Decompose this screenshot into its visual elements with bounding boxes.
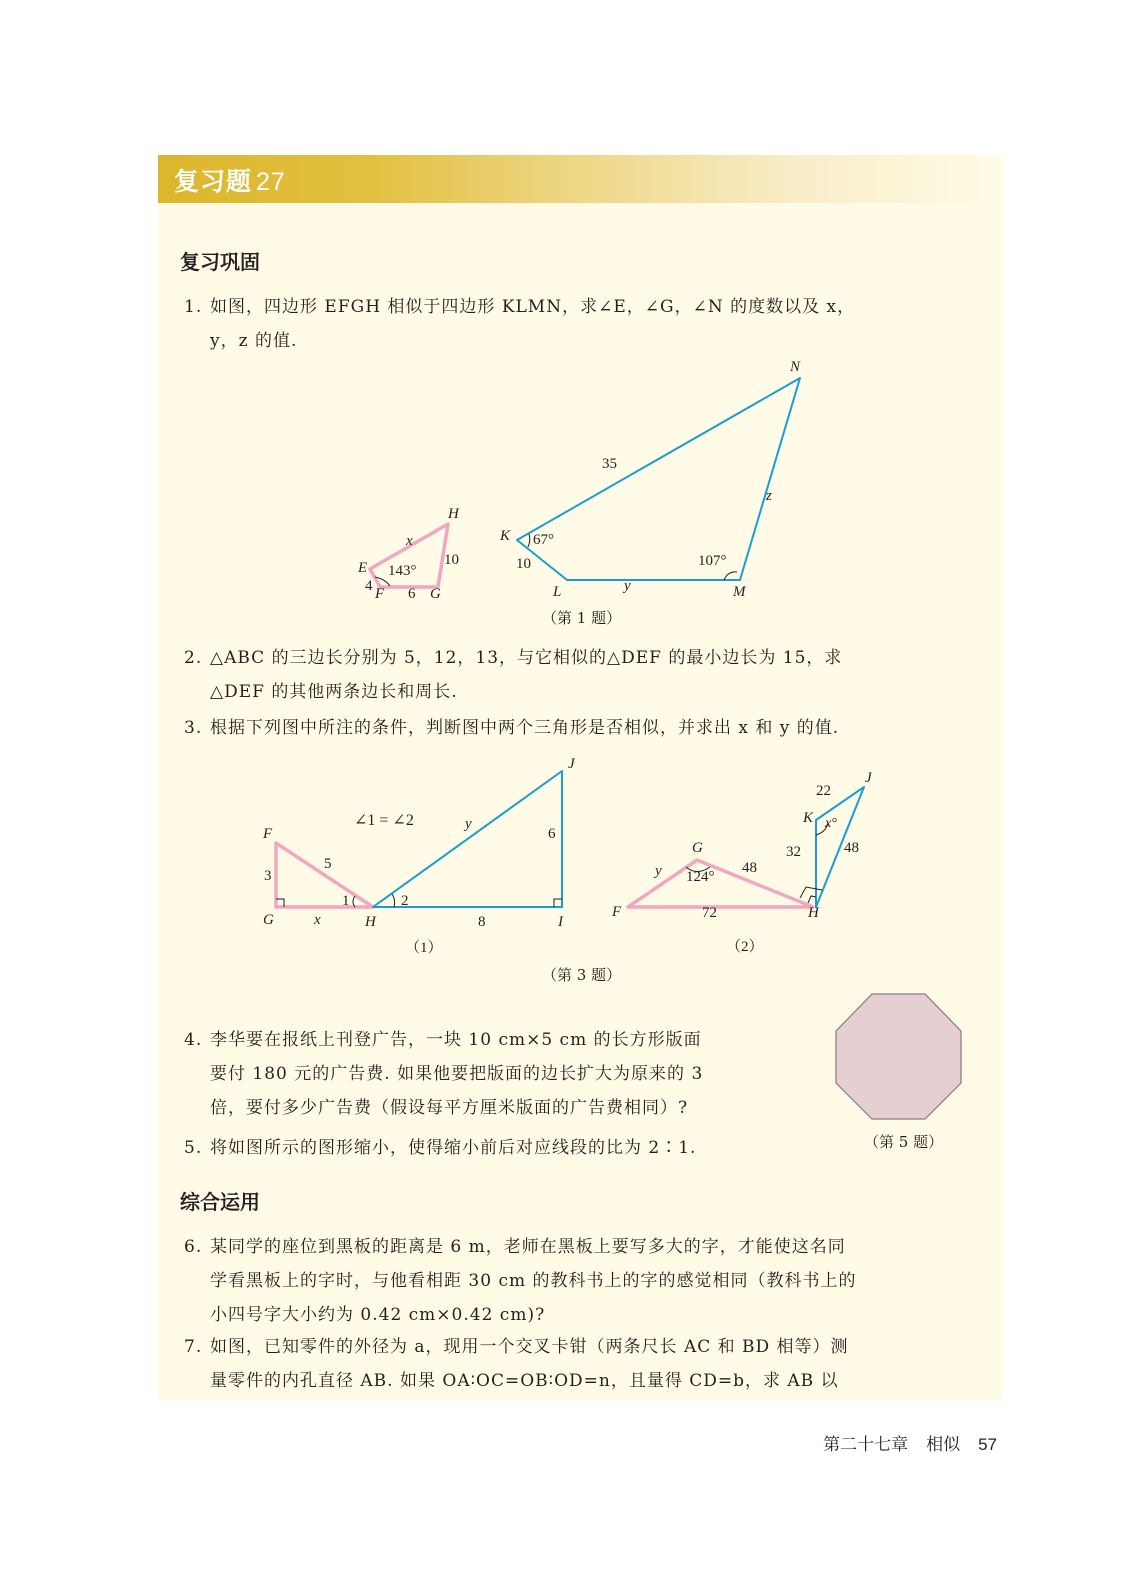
label-f: F	[612, 904, 622, 920]
label-side-hj: 48	[844, 840, 859, 856]
label-j: J	[568, 756, 575, 772]
question-7	[184, 1330, 984, 1398]
question-text: 李华要在报纸上刊登广告，一块 10 cm×5 cm 的长方形版面	[210, 1030, 702, 1050]
triangle-fgh	[276, 843, 373, 907]
question-number: 5.	[184, 1138, 203, 1158]
label-side-hg: 10	[444, 552, 459, 568]
right-angle-h-inner	[808, 896, 816, 903]
label-side-kl: 10	[516, 556, 531, 572]
right-angle-i	[554, 899, 562, 907]
label-i: I	[558, 914, 563, 930]
label-x: x	[314, 912, 321, 928]
label-angle-143: 143°	[388, 563, 417, 579]
question-number: 3.	[184, 718, 203, 738]
label-side-kh: 32	[786, 844, 801, 860]
question-number: 2.	[184, 648, 203, 668]
question-text: 某同学的座位到黑板的距离是 6 m，老师在黑板上要写多大的字，才能使这名同	[210, 1237, 846, 1257]
figure-1	[340, 350, 820, 640]
label-side-fh: 5	[324, 856, 332, 872]
question-text: 根据下列图中所注的条件，判断图中两个三角形是否相似，并求出 x 和 y 的值.	[210, 718, 840, 738]
label-side-fg: 6	[408, 586, 416, 602]
banner-title	[174, 162, 286, 198]
question-3	[184, 711, 984, 745]
question-number: 6.	[184, 1237, 203, 1257]
label-x: x	[406, 533, 413, 549]
label-h: H	[448, 506, 459, 522]
figure-5-caption: （第 5 题）	[864, 1133, 944, 1151]
banner-title-text: 复习题	[174, 167, 253, 196]
figure-3-part-2	[600, 760, 880, 960]
part-1-label: （1）	[405, 940, 443, 956]
question-6	[184, 1230, 984, 1332]
label-k: K	[803, 810, 814, 826]
label-y: y	[624, 578, 631, 594]
question-4	[184, 1023, 804, 1125]
question-text: △DEF 的其他两条边长和周长.	[210, 682, 458, 702]
question-number: 4.	[184, 1030, 203, 1050]
footer-chapter-title: 相似	[926, 1435, 961, 1455]
label-side-fg: 3	[264, 868, 272, 884]
angle-arc-m	[724, 572, 737, 580]
label-angle-107: 107°	[698, 553, 727, 569]
label-k: K	[500, 528, 511, 544]
label-angle-67: 67°	[533, 532, 554, 548]
label-j: J	[865, 770, 872, 786]
question-2	[184, 641, 984, 709]
label-h: H	[365, 914, 376, 930]
label-y: y	[465, 816, 472, 832]
label-angle-2: 2	[401, 893, 409, 909]
section-heading-review: 复习巩固	[180, 250, 260, 274]
label-f: F	[375, 586, 385, 602]
question-text: 倍，要付多少广告费（假设每平方厘米版面的广告费相同）?	[210, 1098, 689, 1118]
question-text: 将如图所示的图形缩小，使得缩小前后对应线段的比为 2∶1.	[210, 1138, 697, 1158]
condition-angle1-equals-angle2: ∠1 = ∠2	[354, 812, 414, 829]
label-side-kn: 35	[602, 456, 617, 472]
label-angle-x: x°	[825, 816, 837, 831]
label-n: N	[790, 359, 801, 375]
label-l: L	[553, 584, 562, 600]
label-g: G	[692, 840, 703, 856]
angle-arc-k	[528, 534, 530, 547]
question-5	[184, 1131, 804, 1165]
question-number: 7.	[184, 1337, 203, 1357]
page-number: 57	[978, 1435, 997, 1454]
question-1	[184, 290, 984, 358]
question-text: 要付 180 元的广告费. 如果他要把版面的边长扩大为原来的 3	[210, 1064, 704, 1084]
label-angle-1: 1	[342, 893, 350, 909]
banner-number: 27	[256, 168, 286, 196]
label-side-ef: 4	[365, 578, 373, 594]
page-footer	[805, 1430, 997, 1455]
figure-5-octagon	[830, 990, 970, 1125]
part-2-label: （2）	[726, 939, 764, 955]
label-z: z	[766, 488, 772, 504]
figure-1-caption: （第 1 题）	[542, 609, 622, 627]
question-text: 量零件的内孔直径 AB. 如果 OA∶OC=OB∶OD=n，且量得 CD=b，求 AB 以	[210, 1371, 839, 1391]
label-y: y	[655, 863, 662, 879]
question-text: △ABC 的三边长分别为 5，12，13，与它相似的△DEF 的最小边长为 15，求	[210, 648, 843, 668]
footer-chapter: 第二十七章	[823, 1435, 909, 1455]
label-side-kj: 22	[816, 783, 831, 799]
question-text: 如图，已知零件的外径为 a，现用一个交叉卡钳（两条尺长 AC 和 BD 相等）测	[210, 1337, 849, 1357]
octagon-shape	[836, 994, 961, 1119]
label-side-gh: 48	[742, 860, 757, 876]
label-angle-124: 124°	[686, 869, 715, 885]
section-heading-apply: 综合运用	[180, 1190, 260, 1214]
question-text: 如图，四边形 EFGH 相似于四边形 KLMN，求∠E，∠G，∠N 的度数以及 x，	[210, 297, 856, 317]
label-side-ij: 6	[548, 826, 556, 842]
question-text: y，z 的值.	[210, 331, 298, 351]
section-banner	[158, 155, 1003, 203]
figure-3-part-1	[250, 750, 590, 960]
label-h: H	[808, 905, 819, 921]
label-m: M	[733, 584, 746, 600]
label-e: E	[358, 560, 368, 576]
label-side-hi: 8	[478, 914, 486, 930]
quadrilateral-klmn	[517, 378, 800, 580]
question-text: 小四号字大小约为 0.42 cm×0.42 cm)?	[210, 1305, 546, 1325]
label-g: G	[430, 586, 441, 602]
label-side-fh: 72	[702, 905, 717, 921]
figure-3-caption: （第 3 题）	[542, 966, 622, 984]
question-number: 1.	[184, 297, 203, 317]
question-text: 学看黑板上的字时，与他看相距 30 cm 的教科书上的字的感觉相同（教科书上的	[210, 1271, 857, 1291]
angle-arc-2	[392, 894, 395, 907]
label-f: F	[263, 826, 273, 842]
label-g: G	[263, 912, 274, 928]
triangle-hij	[373, 771, 562, 907]
